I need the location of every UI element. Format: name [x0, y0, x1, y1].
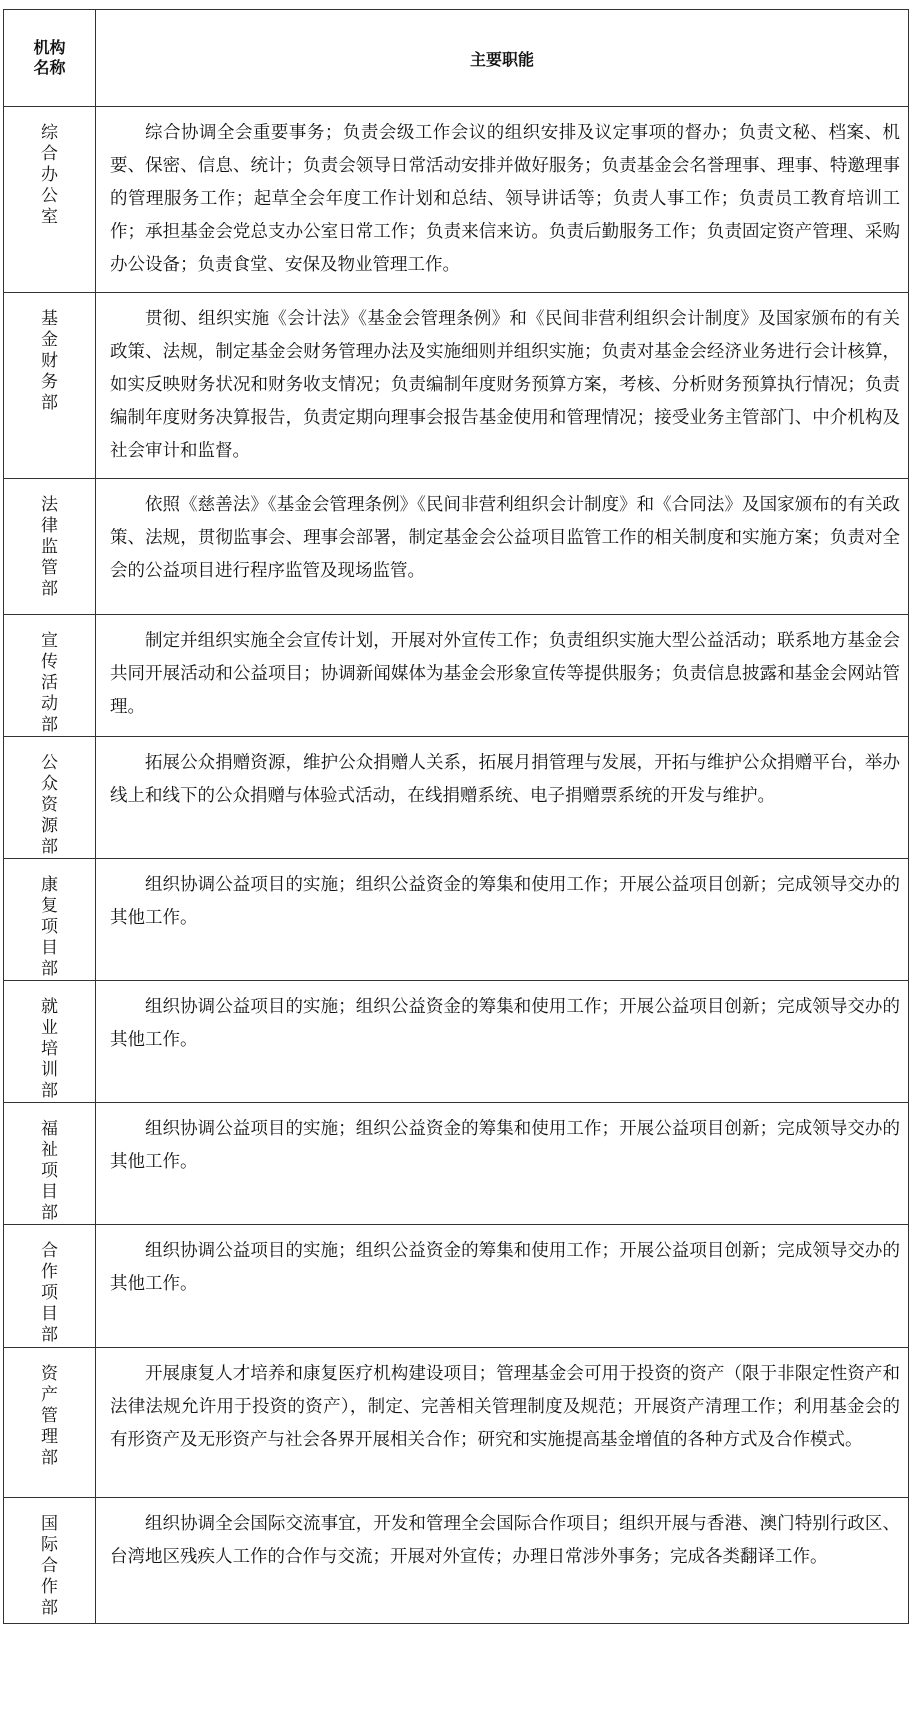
org-name-cell	[4, 479, 96, 615]
org-desc-cell	[96, 615, 909, 737]
org-desc-cell	[96, 737, 909, 859]
org-desc: 组织协调公益项目的实施；组织公益资金的筹集和使用工作；开展公益项目创新；完成领导交办的其他工作。	[110, 1241, 900, 1294]
functions-table	[3, 9, 909, 1624]
org-name-cell	[4, 1498, 96, 1624]
org-name-cell	[4, 1225, 96, 1348]
org-name: 国际合作部	[41, 1514, 58, 1618]
org-desc-cell	[96, 479, 909, 615]
org-name-cell	[4, 1103, 96, 1225]
org-name-cell	[4, 981, 96, 1103]
org-desc: 开展康复人才培养和康复医疗机构建设项目；管理基金会可用于投资的资产（限于非限定性资产和法律法规允许用于投资的资产），制定、完善相关管理制度及规范；开展资产清理工作；利用基金会的有形资产及无形资产与社会各界开展相关合作；研究和实施提高基金增值的各种方式及合作模式。	[110, 1364, 900, 1450]
org-desc: 拓展公众捐赠资源，维护公众捐赠人关系，拓展月捐管理与发展，开拓与维护公众捐赠平台，举办线上和线下的公众捐赠与体验式活动，在线捐赠系统、电子捐赠票系统的开发与维护。	[110, 753, 900, 806]
org-desc: 依照《慈善法》《基金会管理条例》《民间非营利组织会计制度》和《合同法》及国家颁布的有关政策、法规，贯彻监事会、理事会部署，制定基金会公益项目监管工作的相关制度和实施方案；负责对全会的公益项目进行程序监管及现场监管。	[110, 495, 900, 581]
org-desc: 组织协调公益项目的实施；组织公益资金的筹集和使用工作；开展公益项目创新；完成领导交办的其他工作。	[110, 997, 900, 1050]
org-name-cell	[4, 107, 96, 293]
table-row	[4, 981, 909, 1103]
org-name: 宣传活动部	[41, 631, 58, 735]
table-row	[4, 293, 909, 479]
org-desc: 组织协调公益项目的实施；组织公益资金的筹集和使用工作；开展公益项目创新；完成领导交办的其他工作。	[110, 875, 900, 928]
org-name: 基金财务部	[41, 309, 58, 413]
org-desc: 综合协调全会重要事务；负责会级工作会议的组织安排及议定事项的督办；负责文秘、档案、机要、保密、信息、统计；负责会领导日常活动安排并做好服务；负责基金会名誉理事、理事、特邀理事的管理服务工作；起草全会年度工作计划和总结、领导讲话等；负责人事工作；负责员工教育培训工作；承担基金会党总支办公室日常工作；负责来信来访。负责后勤服务工作；负责固定资产管理、采购办公设备；负责食堂、安保及物业管理工作。	[110, 123, 900, 275]
table-row	[4, 107, 909, 293]
table-row	[4, 615, 909, 737]
org-desc-cell	[96, 1348, 909, 1498]
org-desc: 组织协调全会国际交流事宜，开发和管理全会国际合作项目；组织开展与香港、澳门特别行政区、台湾地区残疾人工作的合作与交流；开展对外宣传；办理日常涉外事务；完成各类翻译工作。	[110, 1514, 900, 1567]
org-name-cell	[4, 615, 96, 737]
org-name-cell	[4, 859, 96, 981]
org-name: 公众资源部	[41, 753, 58, 857]
org-name-cell	[4, 293, 96, 479]
org-desc-cell	[96, 293, 909, 479]
table-row	[4, 479, 909, 615]
org-desc-cell	[96, 1225, 909, 1348]
org-desc: 贯彻、组织实施《会计法》《基金会管理条例》和《民间非营利组织会计制度》及国家颁布的有关政策、法规，制定基金会财务管理办法及实施细则并组织实施；负责对基金会经济业务进行会计核算，如实反映财务状况和财务收支情况；负责编制年度财务预算方案，考核、分析财务预算执行情况；负责编制年度财务决算报告，负责定期向理事会报告基金使用和管理情况；接受业务主管部门、中介机构及社会审计和监督。	[110, 309, 900, 461]
org-desc-cell	[96, 1103, 909, 1225]
org-name: 综合办公室	[41, 123, 58, 227]
org-desc: 制定并组织实施全会宣传计划，开展对外宣传工作；负责组织实施大型公益活动；联系地方基金会共同开展活动和公益项目；协调新闻媒体为基金会形象宣传等提供服务；负责信息披露和基金会网站管理。	[110, 631, 900, 717]
org-name: 资产管理部	[41, 1364, 58, 1468]
header-row	[4, 10, 909, 107]
org-name-cell	[4, 1348, 96, 1498]
table-row	[4, 1348, 909, 1498]
org-name: 福祉项目部	[41, 1119, 58, 1223]
org-desc-cell	[96, 107, 909, 293]
table-row	[4, 1498, 909, 1624]
table-row	[4, 737, 909, 859]
org-name: 康复项目部	[41, 875, 58, 979]
org-name: 法律监管部	[41, 495, 58, 599]
org-name: 就业培训部	[41, 997, 58, 1101]
table-row	[4, 1103, 909, 1225]
org-desc-cell	[96, 981, 909, 1103]
org-desc-cell	[96, 859, 909, 981]
table-row	[4, 1225, 909, 1348]
org-name: 合作项目部	[41, 1241, 58, 1345]
header-org-name: 机构名称	[4, 10, 96, 107]
org-desc-cell	[96, 1498, 909, 1624]
header-main-functions: 主要职能	[96, 10, 909, 107]
org-desc: 组织协调公益项目的实施；组织公益资金的筹集和使用工作；开展公益项目创新；完成领导交办的其他工作。	[110, 1119, 900, 1172]
table-row	[4, 859, 909, 981]
org-name-cell	[4, 737, 96, 859]
